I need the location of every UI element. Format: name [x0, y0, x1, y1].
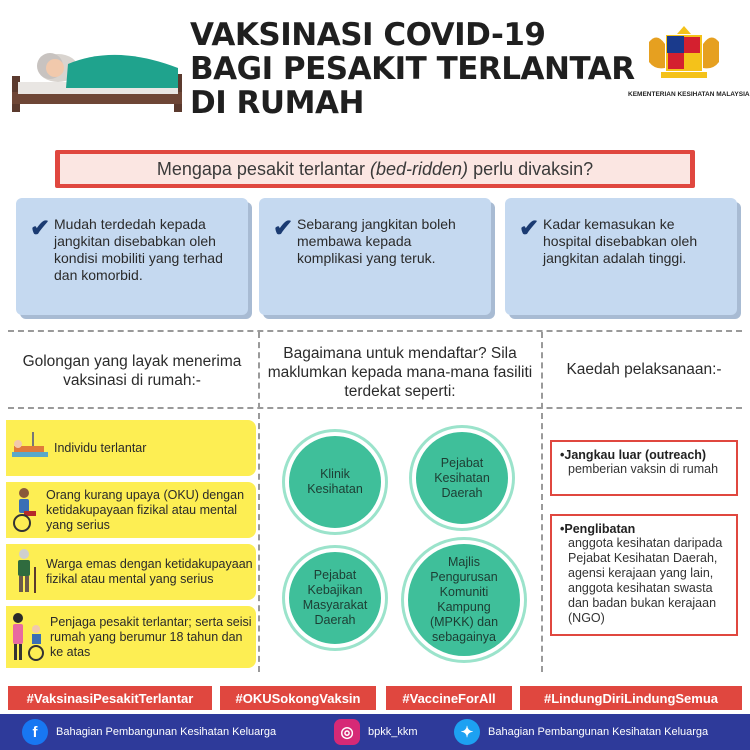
ministry-logo	[628, 22, 750, 98]
eligible-item-text: Warga emas dengan ketidakupayaan fizikal atau mental yang serius	[46, 557, 253, 586]
instagram-link[interactable]	[334, 718, 418, 746]
caregiver-icon	[6, 606, 50, 668]
facebook-label: Bahagian Pembangunan Kesihatan Keluarga	[56, 726, 277, 738]
divider	[8, 407, 742, 409]
title-line-2: BAGI PESAKIT TERLANTAR	[190, 51, 635, 87]
elderly-person-icon	[6, 544, 46, 600]
reason-text: Mudah terdedah kepada jangkitan disebabkan oleh kondisi mobiliti yang terhad dan komorbid.	[54, 216, 223, 283]
method-box	[550, 440, 738, 496]
facility-circle	[285, 432, 385, 532]
methods-heading: Kaedah pelaksanaan:-	[566, 361, 722, 378]
wheelchair-user-icon	[6, 482, 46, 538]
facility-label: Majlis Pengurusan Komuniti Kampung (MPKK) dan sebagainya	[429, 555, 499, 644]
instagram-label: bpkk_kkm	[368, 726, 418, 738]
facebook-link[interactable]	[22, 718, 276, 746]
eligible-item	[6, 482, 256, 538]
instagram-icon: ◎	[334, 719, 360, 745]
facility-label: Pejabat Kesihatan Daerah	[434, 455, 490, 500]
facility-label: Klinik Kesihatan	[307, 467, 363, 496]
bedridden-icon	[6, 420, 54, 476]
eligible-heading: Golongan yang layak menerima vaksinasi di rumah:-	[22, 353, 242, 389]
reason-text: Kadar kemasukan ke hospital disebabkan oleh jangkitan adalah tinggi.	[543, 216, 698, 266]
hashtag: #VaksinasiPesakitTerlantar	[8, 686, 212, 710]
method-title: •Jangkau luar (outreach)	[560, 448, 707, 462]
divider	[541, 332, 543, 672]
question-suffix: perlu divaksin?	[468, 158, 594, 179]
hashtag: #VaccineForAll	[386, 686, 512, 710]
bedridden-patient-illustration	[6, 28, 186, 116]
eligible-item-text: Penjaga pesakit terlantar; serta seisi rumah yang berumur 18 tahun dan ke atas	[50, 614, 252, 659]
reason-card-2	[259, 198, 491, 315]
method-desc: anggota kesihatan daripada Pejabat Kesihatan Daerah, agensi kerajaan yang lain, anggota kesihatan swasta dan badan bukan kerajaan (NGO)	[568, 536, 723, 625]
method-box	[550, 514, 738, 636]
divider	[258, 332, 260, 672]
method-desc: pemberian vaksin di rumah	[568, 462, 719, 476]
hashtag: #LindungDiriLindungSemua	[520, 686, 742, 710]
eligible-item	[6, 420, 256, 476]
eligible-item-text: Individu terlantar	[54, 440, 147, 455]
twitter-label: Bahagian Pembangunan Kesihatan Keluarga	[488, 726, 709, 738]
facility-label: Pejabat Kebajikan Masyarakat Daerah	[302, 568, 368, 627]
question-prefix: Mengapa pesakit terlantar	[156, 158, 370, 179]
facility-circle	[412, 428, 512, 528]
facebook-icon: f	[22, 719, 48, 745]
twitter-link[interactable]	[454, 718, 708, 746]
eligible-item-text: Orang kurang upaya (OKU) dengan ketidakupayaan fizikal atau mental yang serius	[46, 487, 245, 532]
checkmark-icon: ✔	[30, 215, 51, 242]
page-title	[190, 17, 635, 121]
hashtag: #OKUSokongVaksin	[220, 686, 376, 710]
reason-card-1	[16, 198, 248, 315]
twitter-icon: ✦	[454, 719, 480, 745]
ministry-name: KEMENTERIAN KESIHATAN MALAYSIA	[628, 91, 750, 98]
eligible-item	[6, 544, 256, 600]
facility-circle	[404, 540, 524, 660]
title-line-3: DI RUMAH	[190, 85, 364, 121]
title-line-1: VAKSINASI COVID-19	[190, 17, 546, 53]
question-italic: (bed-ridden)	[370, 158, 469, 179]
reason-card-3	[505, 198, 737, 315]
question-banner	[55, 150, 695, 188]
crest-icon	[641, 22, 727, 82]
divider	[8, 330, 742, 332]
checkmark-icon: ✔	[519, 215, 540, 242]
method-title: •Penglibatan	[560, 522, 636, 536]
eligible-item	[6, 606, 256, 668]
register-heading: Bagaimana untuk mendaftar? Sila maklumkan kepada mana-mana fasiliti terdekat seperti:	[267, 345, 533, 400]
checkmark-icon: ✔	[273, 215, 294, 242]
facility-circle	[285, 548, 385, 648]
reason-text: Sebarang jangkitan boleh membawa kepada komplikasi yang teruk.	[297, 216, 456, 266]
